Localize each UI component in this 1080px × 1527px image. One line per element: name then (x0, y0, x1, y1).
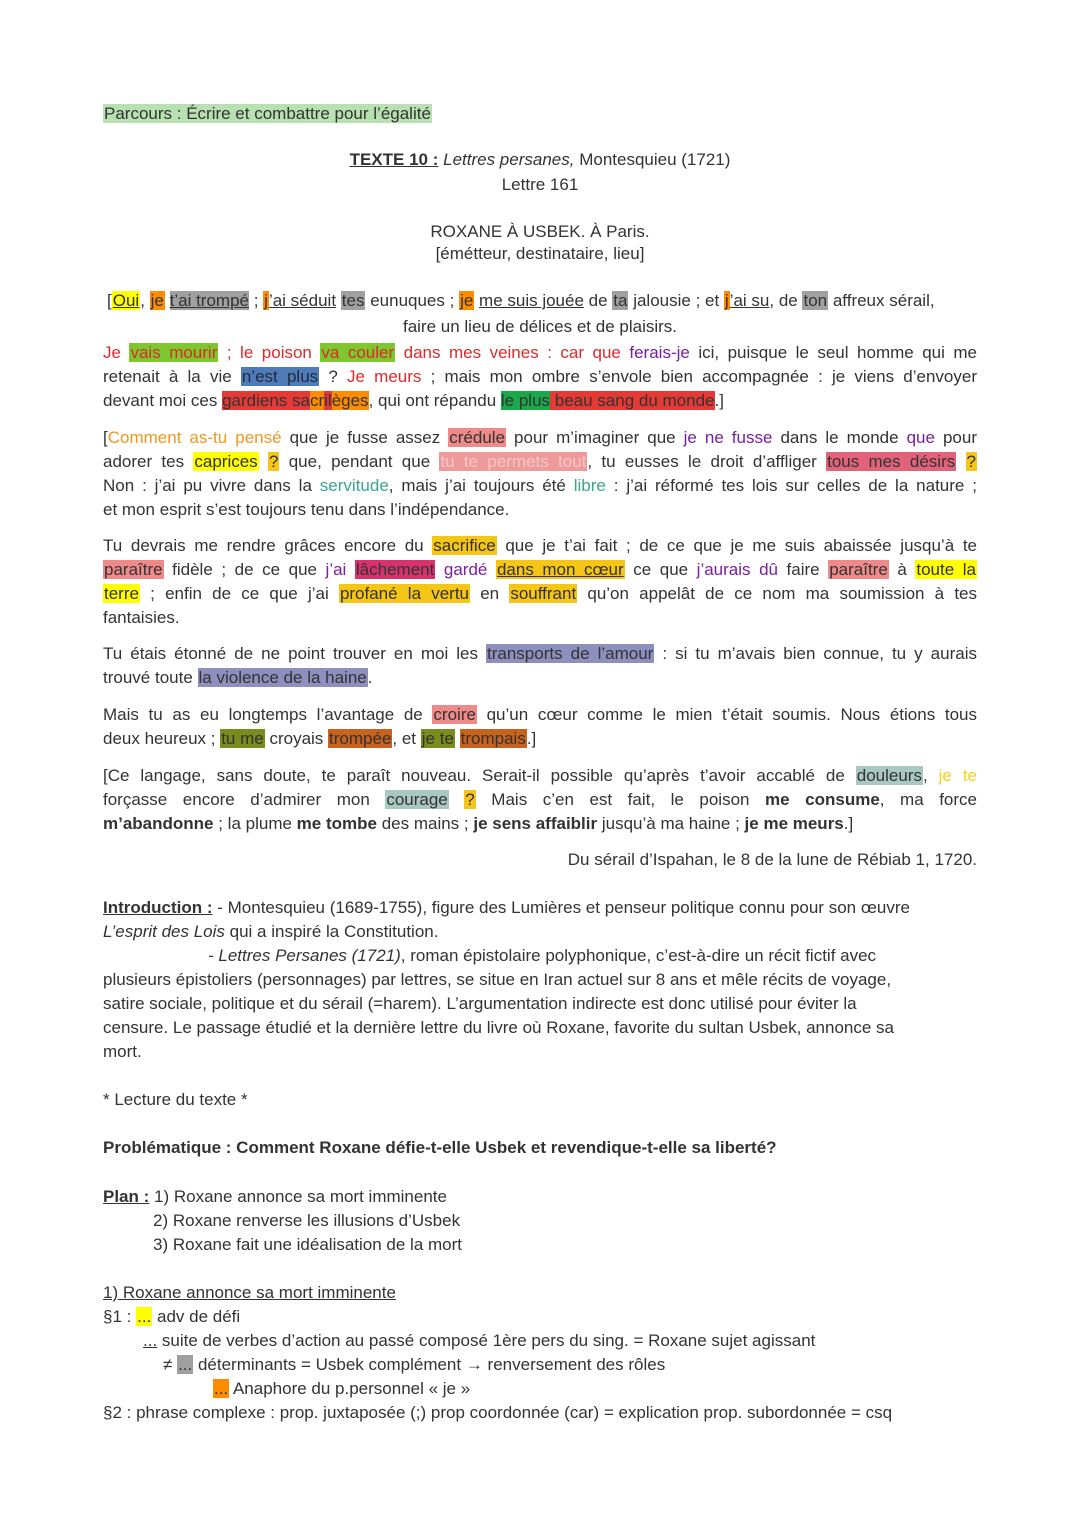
intro-line1 (103, 897, 910, 919)
text-segment: croyais (264, 729, 329, 748)
text-segment: Non : j’ai pu vivre dans la (103, 476, 320, 495)
text-segment: ici, puisque le seul homme qui me (689, 343, 977, 362)
highlight-oui: Oui (112, 291, 140, 310)
p3-line2 (103, 559, 977, 581)
text-servitude: servitude (319, 476, 389, 495)
part1-s1d (213, 1378, 470, 1400)
text-segment (956, 452, 965, 471)
text-segment: faire un lieu de délices et de plaisirs. (402, 317, 678, 336)
text-segment: trouvé toute (103, 668, 198, 687)
part1-heading (103, 1282, 396, 1304)
text-segment: ; mais mon ombre s’envole bien accompagnée : je viens d’envoyer (421, 367, 977, 386)
highlight-va-couler: va couler (321, 343, 395, 362)
highlight-toute-la: toute la (916, 560, 976, 579)
text-segment: , roman épistolaire polyphonique, c’est-à-dire un récit fictif avec (400, 946, 877, 965)
highlight-ta: ta (613, 291, 628, 310)
p2-line1 (103, 427, 977, 449)
text-segment: Mais c’en est fait, le poison (475, 790, 766, 809)
text-segment: fantaisies. (103, 608, 180, 627)
letter-address-text: ROXANE À USBEK. À Paris. (430, 222, 650, 241)
text-segment: , de (769, 291, 803, 310)
intro-line2 (103, 921, 438, 943)
text-segment: jusqu’à ma haine ; (597, 814, 745, 833)
p6-line3 (103, 813, 853, 835)
text-segment: .] (843, 814, 854, 833)
text-segment: suite de verbes d’action au passé composé 1ère pers du sing. = Roxane sujet agissant (157, 1331, 816, 1350)
text-segment: ; enfin de ce que j’ai (139, 584, 339, 603)
text-segment: , qui ont répandu (368, 391, 501, 410)
highlight-il: il (324, 391, 332, 410)
text-segment (455, 729, 460, 748)
p5-line1 (103, 704, 977, 726)
p2-line4 (103, 499, 509, 521)
text-je-sens-affaiblir: je sens affaiblir (473, 814, 598, 833)
text-segment: affreux sérail, (828, 291, 935, 310)
highlight-tai-trompe: t’ai trompé (169, 291, 249, 310)
plan-line3 (153, 1234, 462, 1256)
text-libre: libre (573, 476, 606, 495)
intro-line7 (103, 1041, 142, 1063)
text-jai: j’ai (325, 560, 347, 579)
text-ai-seduit: ’ai séduit (268, 291, 337, 310)
text-segment: , et (392, 729, 421, 748)
text-que: que (906, 428, 935, 447)
text-me-suis-jouee: me suis jouée (479, 291, 584, 310)
p2-line2 (103, 451, 977, 473)
address-note (0, 243, 1080, 265)
text-segment: jalousie ; et (628, 291, 724, 310)
text-segment: de (583, 291, 613, 310)
parcours-heading (103, 103, 432, 125)
text-mabandonne: m’abandonne (103, 814, 214, 833)
text-segment: qu’on appelât de ce nom ma soumission à tes (577, 584, 978, 603)
highlight-dots-grey: ... (178, 1355, 193, 1374)
plan-item: 2) Roxane renverse les illusions d’Usbek (153, 1211, 461, 1230)
plan-item: 1) Roxane annonce sa mort imminente (154, 1187, 447, 1206)
highlight-le-plus: le plus (500, 391, 551, 410)
text-jaurais-du: j’aurais dû (696, 560, 778, 579)
text-segment: §2 : phrase complexe : prop. juxtaposée (;) prop coordonnée (car) = explication prop. subordonnée = csq (103, 1403, 893, 1422)
text-je-te-yellow: je te (938, 766, 977, 785)
letter-number (0, 174, 1080, 196)
text-esprit-des-lois: L’esprit des Lois (103, 922, 225, 941)
text-segment: ? (319, 367, 348, 386)
highlight-vais-mourir: vais mourir (130, 343, 218, 362)
highlight-dots-orange: ... (214, 1379, 229, 1398)
highlight-tu-me: tu me (221, 729, 264, 748)
text-lettres-persanes: - Lettres Persanes (1721) (208, 946, 401, 965)
text-segment: , mais j’ai toujours été (388, 476, 574, 495)
highlight-tu-te-permets-tout: tu te permets tout (440, 452, 587, 471)
text-segment: [ (107, 291, 112, 310)
letter-number-text: Lettre 161 (501, 175, 579, 194)
text-garde: gardé (435, 560, 496, 579)
p1-line2 (0, 316, 1080, 338)
text-je-ne-fusse: je ne fusse (683, 428, 773, 447)
text-segment: forçasse encore d’admirer mon (103, 790, 386, 809)
highlight-caprices: caprices (194, 452, 258, 471)
text-segment (346, 560, 355, 579)
highlight-profane-la-vertu: profané la vertu (339, 584, 470, 603)
highlight-paraitre-2: paraître (829, 560, 888, 579)
highlight-dots-yellow: ... (137, 1307, 152, 1326)
highlight-j-2: j (724, 291, 729, 310)
highlight-question: ? (268, 452, 279, 471)
intro-line5 (103, 993, 857, 1015)
text-segment (449, 790, 465, 809)
highlight-transports-de-lamour: transports de l’amour (487, 644, 654, 663)
text-segment: censure. Le passage étudié et la dernière lettre du livre où Roxane, favorite du sultan Usbek, annonce sa (103, 1018, 894, 1037)
text-segment: déterminants = Usbek complément → renversement des rôles (193, 1355, 666, 1374)
text-segment: Mais tu as eu longtemps l’avantage de (103, 705, 433, 724)
lecture-text: * Lecture du texte * (103, 1090, 248, 1109)
part1-heading-text: 1) Roxane annonce sa mort imminente (103, 1283, 396, 1302)
highlight-courage: courage (386, 790, 448, 809)
text-ferais-je: ferais-je (629, 343, 690, 362)
text-segment: : si tu m’avais bien connue, tu y aurais (654, 644, 977, 663)
text-segment: ce que (624, 560, 697, 579)
highlight-dans-mon-coeur: dans mon cœur (496, 560, 624, 579)
highlight-cr: cr (309, 391, 325, 410)
intro-label: Introduction : (103, 898, 213, 917)
text-segment: adv de défi (152, 1307, 241, 1326)
highlight-tes: tes (341, 291, 365, 310)
text-segment: deux heureux ; (103, 729, 221, 748)
p4-line2 (103, 667, 372, 689)
text-segment: satire sociale, politique et du sérail (=harem). L’argumentation indirecte est donc utilisé pour éviter la (103, 994, 857, 1013)
p6-line2 (103, 789, 977, 811)
text-segment: qui a inspiré la Constitution. (224, 922, 439, 941)
text-segment: que je t’ai fait ; de ce que je me suis abaissée jusqu’à te (496, 536, 977, 555)
highlight-nest-plus: n’est plus (241, 367, 319, 386)
text-je-meurs: Je meurs (347, 367, 422, 386)
plan-label: Plan : (103, 1187, 150, 1206)
intro-line4 (103, 969, 891, 991)
text-segment: des mains ; (376, 814, 474, 833)
problematique-text: Problématique : Comment Roxane défie-t-elle Usbek et revendique-t-elle sa liberté? (103, 1138, 777, 1157)
signature-text: Du sérail d’Ispahan, le 8 de la lune de Rébiab 1, 1720. (567, 850, 977, 869)
text-segment: dans le monde (772, 428, 907, 447)
p1-line5 (103, 390, 724, 412)
title-label: TEXTE 10 : (349, 150, 439, 169)
p1-line1 (107, 290, 935, 312)
text-segment: que je fusse assez (281, 428, 449, 447)
parcours-title: Parcours : Écrire et combattre pour l’égalité (104, 104, 431, 123)
letter-address (0, 221, 1080, 243)
highlight-terre: terre (104, 584, 139, 603)
text-segment: Tu devrais me rendre grâces encore du (103, 536, 433, 555)
highlight-violence-de-la-haine: la violence de la haine (198, 668, 367, 687)
p1-line4 (103, 366, 977, 388)
text-segment: [Ce langage, sans doute, te paraît nouveau. Serait-il possible qu’après t’avoir accablé de (103, 766, 856, 785)
highlight-eges: èges (331, 391, 369, 410)
text-segment: que, pendant que (279, 452, 440, 471)
text-segment: .] (714, 391, 724, 410)
text-segment: , ma force (879, 790, 977, 809)
p1-line3 (103, 342, 977, 364)
text-segment: fidèle ; de ce que (163, 560, 326, 579)
text-segment: - Montesquieu (1689-1755), figure des Lumières et penseur politique connu pour son œuvre (212, 898, 910, 917)
highlight-paraitre: paraître (104, 560, 163, 579)
part1-s1 (103, 1306, 240, 1328)
text-me-consume: me consume (765, 790, 880, 809)
highlight-douleurs: douleurs (856, 766, 922, 785)
text-comment-as-tu-pense: Comment as-tu pensé (107, 428, 282, 447)
title-work: Lettres persanes, (443, 150, 575, 169)
highlight-je-2: je (460, 291, 474, 310)
text-segment (259, 452, 268, 471)
lecture-note (103, 1089, 248, 1111)
text-segment: ; la plume (213, 814, 297, 833)
text-le-poison: ; le poison (218, 343, 321, 362)
highlight-croire: croire (433, 705, 476, 724)
text-title (0, 149, 1080, 171)
highlight-trompee: trompée (329, 729, 392, 748)
text-segment: Anaphore du p.personnel « je » (229, 1379, 471, 1398)
p3-line4 (103, 607, 180, 629)
p2-line3 (103, 475, 977, 497)
text-je-red: Je (103, 343, 121, 362)
highlight-question-3: ? (465, 790, 475, 809)
part1-s1c (163, 1354, 665, 1376)
text-segment: . (367, 668, 373, 687)
highlight-credule: crédule (449, 428, 506, 447)
plan-line2 (153, 1210, 460, 1232)
text-segment: §1 : (103, 1307, 137, 1326)
text-segment: Tu étais étonné de ne point trouver en moi les (103, 644, 487, 663)
p4-line1 (103, 643, 977, 665)
text-ai-su: ’ai su (729, 291, 770, 310)
highlight-ton: ton (803, 291, 828, 310)
text-segment: , (922, 766, 939, 785)
text-segment: eunuques ; (365, 291, 460, 310)
p5-line2 (103, 728, 536, 750)
text-segment: et mon esprit s’est toujours tenu dans l’indépendance. (103, 500, 510, 519)
address-note-text: [émétteur, destinataire, lieu] (435, 244, 645, 263)
p3-line3 (103, 583, 977, 605)
text-segment: , (140, 291, 150, 310)
text-segment: plusieurs épistoliers (personnages) par lettres, se situe en Iran actuel sur 8 ans et mêle récits de voyage, (103, 970, 892, 989)
highlight-je: je (150, 291, 164, 310)
highlight-sacrifice: sacrifice (433, 536, 496, 555)
problematique (103, 1137, 777, 1159)
part1-s1b (143, 1330, 815, 1352)
text-segment: faire (778, 560, 829, 579)
text-segment: qu’un cœur comme le mien t’était soumis. Nous étions tous (476, 705, 978, 724)
text-segment: : j’ai réformé tes lois sur celles de la nature ; (605, 476, 977, 495)
text-segment: retenait à la vie (103, 367, 241, 386)
highlight-tous-mes-desirs: tous mes désirs (827, 452, 956, 471)
text-je-me-meurs: je me meurs (744, 814, 844, 833)
text-segment: mort. (103, 1042, 142, 1061)
highlight-beau-sang: beau sang du monde (550, 391, 715, 410)
intro-line6 (103, 1017, 894, 1039)
text-segment: ; (249, 291, 264, 310)
p6-line1 (103, 765, 977, 787)
text-segment: en (470, 584, 510, 603)
text-segment: , tu eusses le droit d’affliger (587, 452, 827, 471)
intro-line3 (208, 945, 876, 967)
highlight-question-2: ? (966, 452, 976, 471)
highlight-trompais: trompais (460, 729, 526, 748)
highlight-souffrant: souffrant (510, 584, 577, 603)
text-segment: adorer tes (103, 452, 194, 471)
letter-signature (103, 849, 977, 871)
p3-line1 (103, 535, 977, 557)
text-segment: pour m’imaginer que (506, 428, 684, 447)
part1-s2 (103, 1402, 892, 1424)
underline-dots: ... (143, 1331, 158, 1350)
text-dans-mes-veines: dans mes veines : car que (395, 343, 630, 362)
highlight-je-te: je te (421, 729, 454, 748)
text-segment: [ (103, 428, 108, 447)
text-segment: à (888, 560, 916, 579)
highlight-lachement: lâchement (355, 560, 435, 579)
text-segment: .] (526, 729, 537, 748)
text-me-tombe: me tombe (296, 814, 377, 833)
text-segment: pour (934, 428, 977, 447)
highlight-j: j (264, 291, 268, 310)
title-author: Montesquieu (1721) (579, 150, 731, 169)
plan-item: 3) Roxane fait une idéalisation de la mort (153, 1235, 463, 1254)
plan-line1 (103, 1186, 447, 1208)
text-segment: ≠ (163, 1355, 178, 1374)
text-segment: devant moi ces (103, 391, 223, 410)
highlight-gardiens: gardiens sa (222, 391, 310, 410)
